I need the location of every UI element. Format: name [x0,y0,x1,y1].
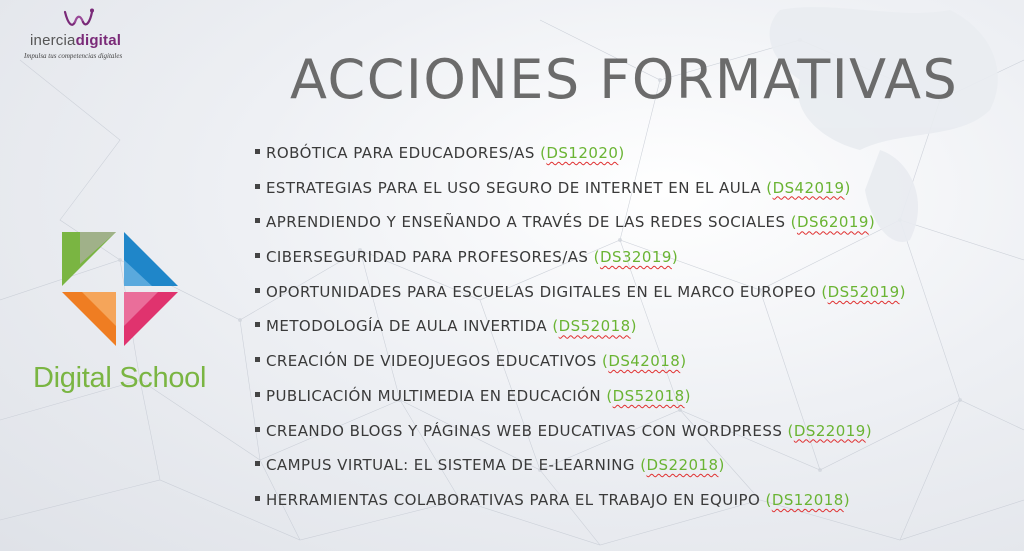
course-name: HERRAMIENTAS COLABORATIVAS PARA EL TRABAJO EN EQUIPO [266,490,761,509]
bullet-icon [255,149,260,154]
course-item [255,139,906,174]
course-item [255,174,906,209]
bullet-icon [255,461,260,466]
course-list [255,139,906,521]
page-title: ACCIONES FORMATIVAS [290,48,959,111]
bullet-icon [255,357,260,362]
bullet-icon [255,496,260,501]
course-name: CREANDO BLOGS Y PÁGINAS WEB EDUCATIVAS CON WORDPRESS [266,421,783,440]
course-code: (DS22018) [640,456,725,475]
course-name: PUBLICACIÓN MULTIMEDIA EN EDUCACIÓN [266,386,602,405]
course-name: ROBÓTICA PARA EDUCADORES/AS [266,144,535,162]
course-code: (DS12018) [765,490,851,509]
course-name: APRENDIENDO Y ENSEÑANDO A TRAVÉS DE LAS REDES SOCIALES [266,213,786,232]
course-item [255,451,906,486]
course-name: METODOLOGÍA DE AULA INVERTIDA [266,317,548,336]
course-code: (DS42019) [766,178,851,197]
course-item [255,382,906,417]
bullet-icon [255,184,260,189]
course-code: (DS32019) [593,248,679,267]
brand-name-part1: inercia [30,32,76,49]
course-name: OPORTUNIDADES PARA ESCUELAS DIGITALES EN EL MARCO EUROPEO [266,282,817,301]
bullet-icon [255,288,260,293]
course-name: ESTRATEGIAS PARA EL USO SEGURO DE INTERNET EN EL AULA [266,178,762,197]
course-item [255,243,906,278]
course-code: (DS42018) [602,352,687,371]
course-item [255,417,906,452]
brand-mark-icon [62,8,98,32]
digital-school-label: Digital School [33,362,207,394]
course-code: (DS22019) [787,421,873,440]
course-item [255,278,906,313]
inerciadigital-logo[interactable] [22,6,152,66]
brand-name-part2: digital [75,32,122,49]
course-name: CIBERSEGURIDAD PARA PROFESORES/AS [266,248,589,267]
course-code: (DS52019) [821,282,906,301]
course-item [255,347,906,382]
course-name: CREACIÓN DE VIDEOJUEGOS EDUCATIVOS [266,352,597,371]
course-name: CAMPUS VIRTUAL: EL SISTEMA DE E-LEARNING [266,456,635,475]
course-code: (DS52018) [552,317,637,336]
brand-tagline: Impulsa tus competencias digitales [24,52,123,60]
course-item [255,208,906,243]
brand-name [30,32,121,49]
course-code: (DS12020) [540,144,625,162]
course-item [255,312,906,347]
digital-school-logo-icon [60,228,180,346]
bullet-icon [255,392,260,397]
course-code: (DS62019) [790,213,876,232]
bullet-icon [255,427,260,432]
bullet-icon [255,253,260,258]
bullet-icon [255,322,260,327]
course-item [255,486,906,521]
bullet-icon [255,218,260,223]
course-code: (DS52018) [606,386,691,405]
